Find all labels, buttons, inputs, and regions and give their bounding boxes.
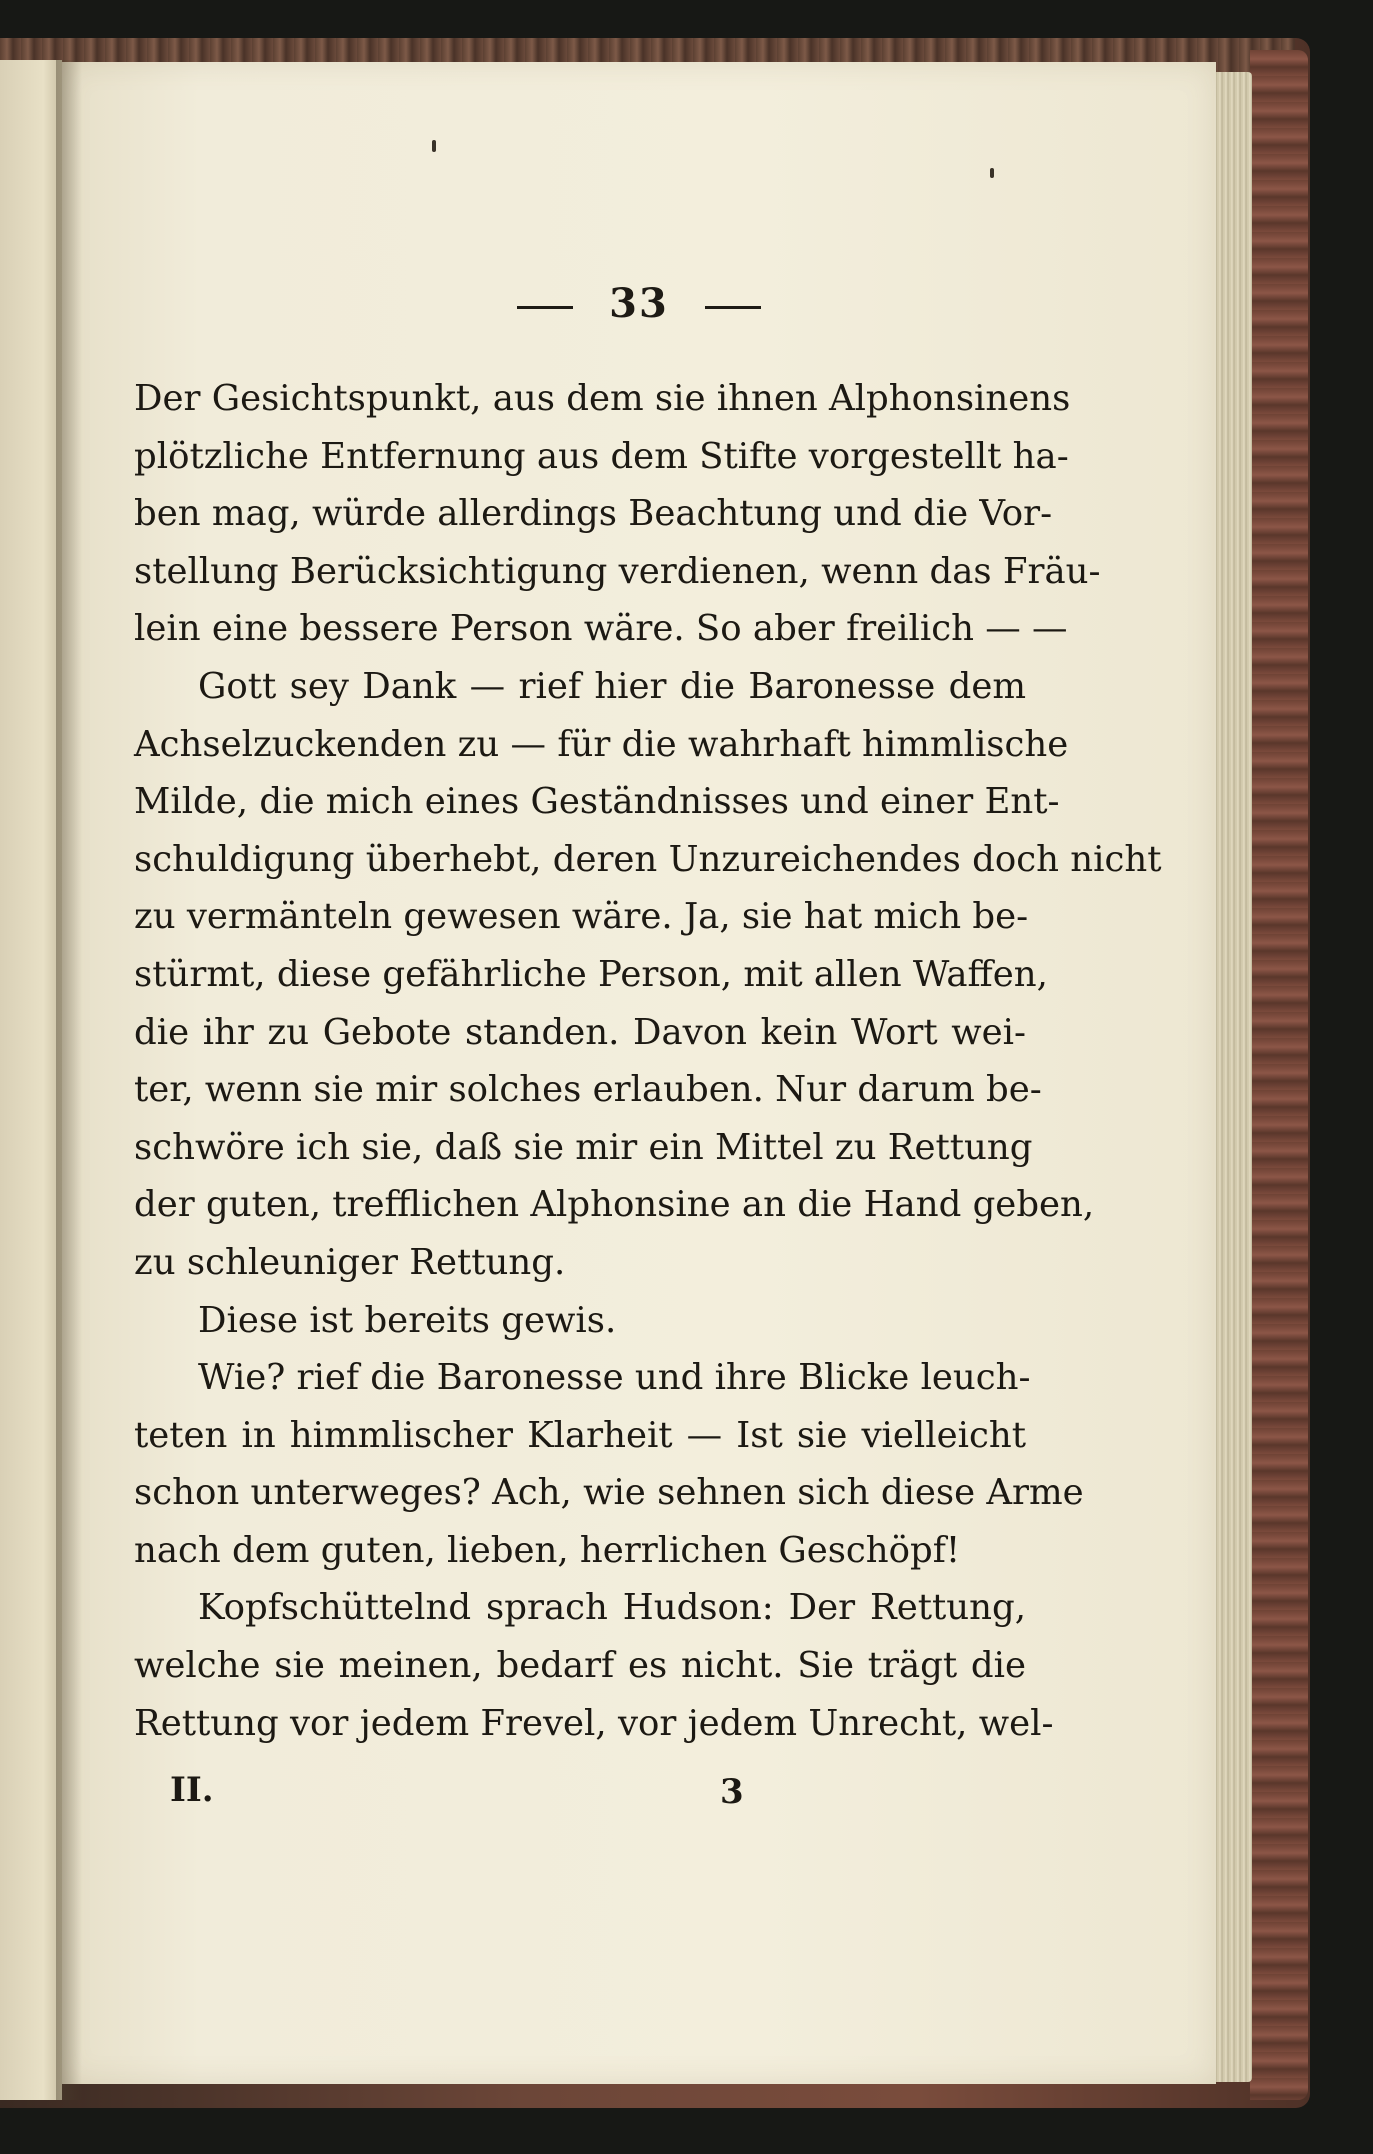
text-line: der guten, trefflichen Alphonsine an die Hand geben, (134, 1184, 1095, 1226)
text-line: schwöre ich sie, daß sie mir ein Mittel zu Rettung (134, 1126, 1033, 1168)
text-line: die ihr zu Gebote standen. Davon kein Wort wei- (134, 1011, 1026, 1053)
previous-page-edge (0, 60, 62, 2100)
text-line: ben mag, würde allerdings Beachtung und die Vor- (134, 493, 1053, 535)
text-line: Kopfschüttelnd sprach Hudson: Der Rettung, (198, 1587, 1026, 1629)
text-line: schon unterweges? Ach, wie sehnen sich diese Arme (134, 1472, 1084, 1514)
text-line: Rettung vor jedem Frevel, vor jedem Unrecht, wel- (134, 1702, 1054, 1744)
paper-speck (432, 140, 436, 152)
text-line: zu schleuniger Rettung. (134, 1241, 566, 1283)
text-line: nach dem guten, lieben, herrlichen Geschöpf! (134, 1529, 961, 1571)
text-line: stürmt, diese gefährliche Person, mit allen Waffen, (134, 953, 1048, 995)
text-line: Gott sey Dank — rief hier die Baronesse dem (198, 665, 1026, 707)
text-line: Wie? rief die Baronesse und ihre Blicke leuch- (198, 1357, 1031, 1399)
text-line: stellung Berücksichtigung verdienen, wenn das Fräu- (134, 550, 1101, 592)
text-line: Milde, die mich eines Geständnisses und einer Ent- (134, 781, 1060, 823)
page-number: 33 (609, 280, 669, 327)
signature-mark: II. (170, 1770, 214, 1810)
text-line: lein eine bessere Person wäre. So aber freilich — — (134, 608, 1068, 650)
text-line: schuldigung überhebt, deren Unzureichendes doch nicht (134, 838, 1162, 880)
gutter-shadow (56, 60, 82, 2100)
book-page (62, 62, 1216, 2084)
text-line: Der Gesichtspunkt, aus dem sie ihnen Alphonsinens (134, 378, 1071, 419)
header-dash-left (517, 306, 573, 309)
header-dash-right (705, 306, 761, 309)
text-line: zu vermänteln gewesen wäre. Ja, sie hat mich be- (134, 896, 1029, 938)
text-line: Diese ist bereits gewis. (198, 1299, 617, 1341)
text-line: welche sie meinen, bedarf es nicht. Sie trägt die (134, 1645, 1026, 1687)
page-header (62, 280, 1216, 327)
sheet-mark: 3 (720, 1772, 744, 1812)
text-line: teten in himmlischer Klarheit — Ist sie vielleicht (134, 1414, 1026, 1456)
page-block-edge (1212, 72, 1252, 2082)
text-line: plötzliche Entfernung aus dem Stifte vorgestellt ha- (134, 435, 1069, 477)
paper-speck (990, 168, 994, 178)
text-line: Achselzuckenden zu — für die wahrhaft himmlische (134, 723, 1069, 765)
cover-edge-right (1250, 50, 1308, 2100)
text-line: ter, wenn sie mir solches erlauben. Nur darum be- (134, 1069, 1042, 1111)
body-text (134, 370, 1162, 1752)
